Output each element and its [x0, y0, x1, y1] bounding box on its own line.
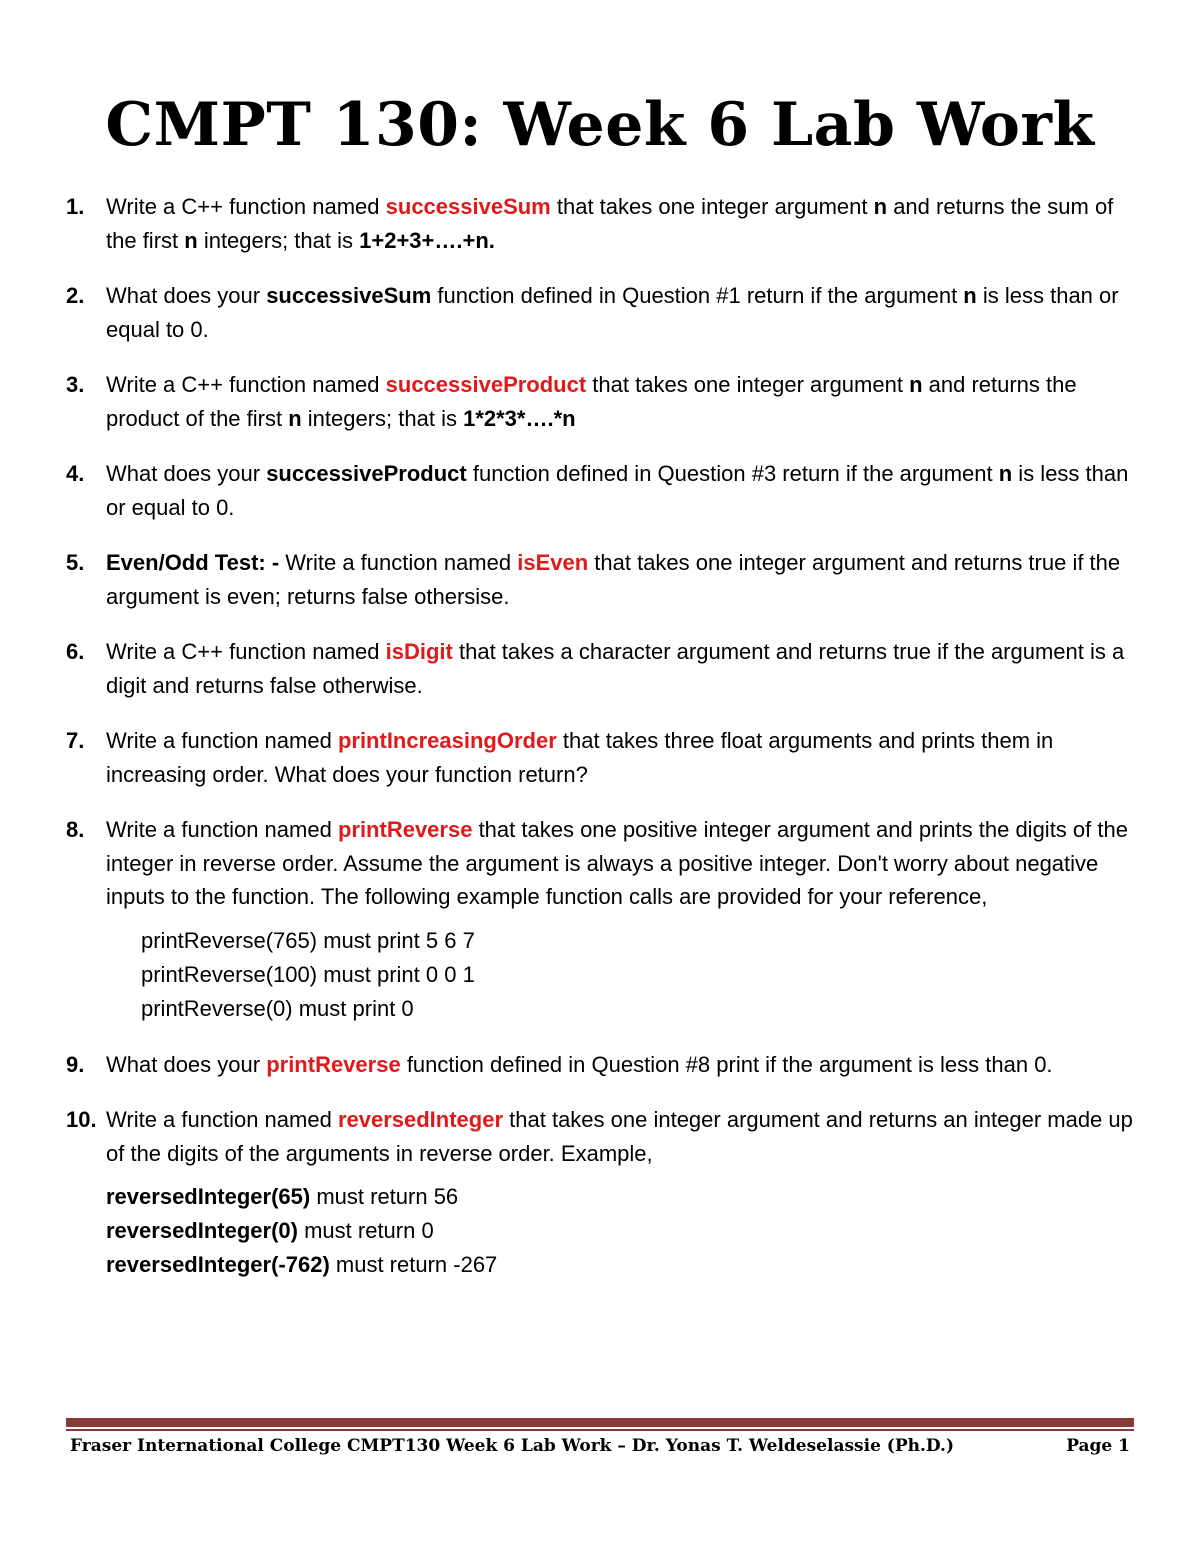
question-text: What does your [106, 461, 267, 486]
question-text: must return -267 [329, 1252, 498, 1277]
question-number: 6. [66, 639, 85, 664]
question-number: 10. [66, 1107, 97, 1132]
example-line [106, 1214, 1136, 1248]
bold-text: n [184, 227, 198, 253]
function-name: successiveSum [385, 194, 551, 219]
question-text: that takes one positive integer argument and prints the digits of the integer in reverse order. Assume the argument is always a positive integer. Don't worry about negative inputs to the function. The following example function calls are provided for your reference, [106, 817, 1128, 909]
question-text: printReverse(100) must print 0 0 1 [141, 961, 475, 987]
example-calls [106, 924, 1136, 1026]
question-text: Write a C++ function named [106, 194, 386, 219]
question-item [66, 368, 1136, 435]
question-list [66, 190, 1136, 1304]
question-text: is less than or equal to 0. [106, 283, 1119, 342]
footer-text: Fraser International College CMPT130 Week 6 Lab Work – Dr. Yonas T. Weldeselassie (Ph.D.) [70, 1436, 955, 1456]
question-item [66, 724, 1136, 791]
question-body [106, 546, 1136, 613]
question-item [66, 813, 1136, 1026]
question-item [66, 279, 1136, 346]
bold-text: n [873, 194, 888, 219]
page-title: CMPT 130: Week 6 Lab Work [105, 90, 1095, 160]
question-text: and returns the sum of the first [106, 194, 1114, 253]
page-number: Page 1 [1066, 1436, 1130, 1456]
question-text: that takes one integer argument and returns true if the argument is even; returns false othersise. [106, 550, 1121, 609]
question-text: that takes one integer argument and returns an integer made up of the digits of the arguments in reverse order. Example, [106, 1107, 1133, 1166]
question-text: Write a function named [279, 550, 518, 575]
question-item [66, 635, 1136, 702]
question-body [106, 1048, 1136, 1082]
bold-text: successiveProduct [266, 461, 467, 486]
function-name: printIncreasingOrder [337, 728, 557, 753]
bold-text: successiveSum [266, 283, 432, 308]
function-name: successiveProduct [385, 372, 587, 397]
footer-rule-thin [66, 1429, 1134, 1431]
question-number: 2. [66, 283, 85, 308]
bold-text: Even/Odd Test: - [106, 550, 280, 575]
bold-text: n [963, 283, 977, 308]
question-text: integers; that is [197, 227, 360, 253]
function-name: printReverse [266, 1051, 401, 1077]
example-line [141, 924, 1136, 958]
question-text: that takes one integer argument [550, 194, 874, 219]
question-item [66, 1048, 1136, 1082]
question-text: that takes three float arguments and prints them in increasing order. What does your function return? [106, 728, 1054, 787]
question-number: 4. [66, 461, 85, 486]
question-text: function defined in Question #1 return if the argument [431, 283, 964, 308]
example-line [141, 992, 1136, 1026]
question-item [66, 190, 1136, 257]
question-number: 3. [66, 372, 85, 397]
question-text: Write a C++ function named [106, 372, 386, 397]
function-name: isEven [517, 550, 589, 575]
question-text: function defined in Question #3 return if the argument [466, 461, 999, 486]
question-text: and returns the product of the first [106, 372, 1077, 431]
question-text: Write a function named [106, 1107, 338, 1132]
question-body [106, 724, 1136, 791]
bold-text: reversedInteger(-762) [106, 1252, 330, 1277]
function-name: reversedInteger [337, 1107, 504, 1132]
bold-text: n [909, 372, 923, 397]
question-body [106, 279, 1136, 346]
question-body [106, 457, 1136, 524]
question-text: Write a C++ function named [106, 639, 386, 664]
question-text: that takes one integer argument [586, 372, 910, 397]
question-text: function defined in Question #8 print if the argument is less than 0. [400, 1051, 1053, 1077]
function-name: printReverse [337, 817, 473, 842]
question-text: Write a function named [106, 728, 338, 753]
question-number: 8. [66, 817, 85, 842]
example-line [106, 1180, 1136, 1214]
question-number: 1. [66, 194, 85, 219]
question-text: What does your [106, 283, 267, 308]
question-text: that takes a character argument and returns true if the argument is a digit and returns false otherwise. [106, 639, 1125, 698]
footer-rule-thick [66, 1418, 1134, 1427]
example-line [141, 958, 1136, 992]
bold-text: 1+2+3+….+n. [359, 227, 495, 253]
question-body [106, 1103, 1136, 1170]
bold-text: n [288, 405, 302, 431]
bold-text: 1*2*3*….*n [463, 405, 576, 431]
question-body [106, 190, 1136, 257]
question-text: is less than or equal to 0. [106, 461, 1129, 520]
question-body [106, 635, 1136, 702]
question-text: integers; that is [301, 405, 464, 431]
question-body [106, 368, 1136, 435]
question-text: What does your [106, 1051, 267, 1077]
example-line [106, 1248, 1136, 1282]
bold-text: reversedInteger(0) [106, 1218, 298, 1243]
question-item [66, 546, 1136, 613]
question-body [106, 813, 1136, 914]
question-text: must return 0 [297, 1218, 434, 1243]
question-item [66, 1103, 1136, 1282]
bold-text: n [998, 461, 1013, 486]
question-text: must return 56 [310, 1184, 459, 1209]
question-number: 9. [66, 1051, 85, 1077]
bold-text: reversedInteger(65) [106, 1184, 311, 1209]
function-name: isDigit [385, 639, 453, 664]
question-number: 5. [66, 550, 85, 575]
question-text: printReverse(0) must print 0 [141, 995, 414, 1021]
question-text: printReverse(765) must print 5 6 7 [141, 927, 475, 953]
question-number: 7. [66, 728, 85, 753]
question-item [66, 457, 1136, 524]
question-text: Write a function named [106, 817, 338, 842]
example-calls [106, 1180, 1136, 1282]
